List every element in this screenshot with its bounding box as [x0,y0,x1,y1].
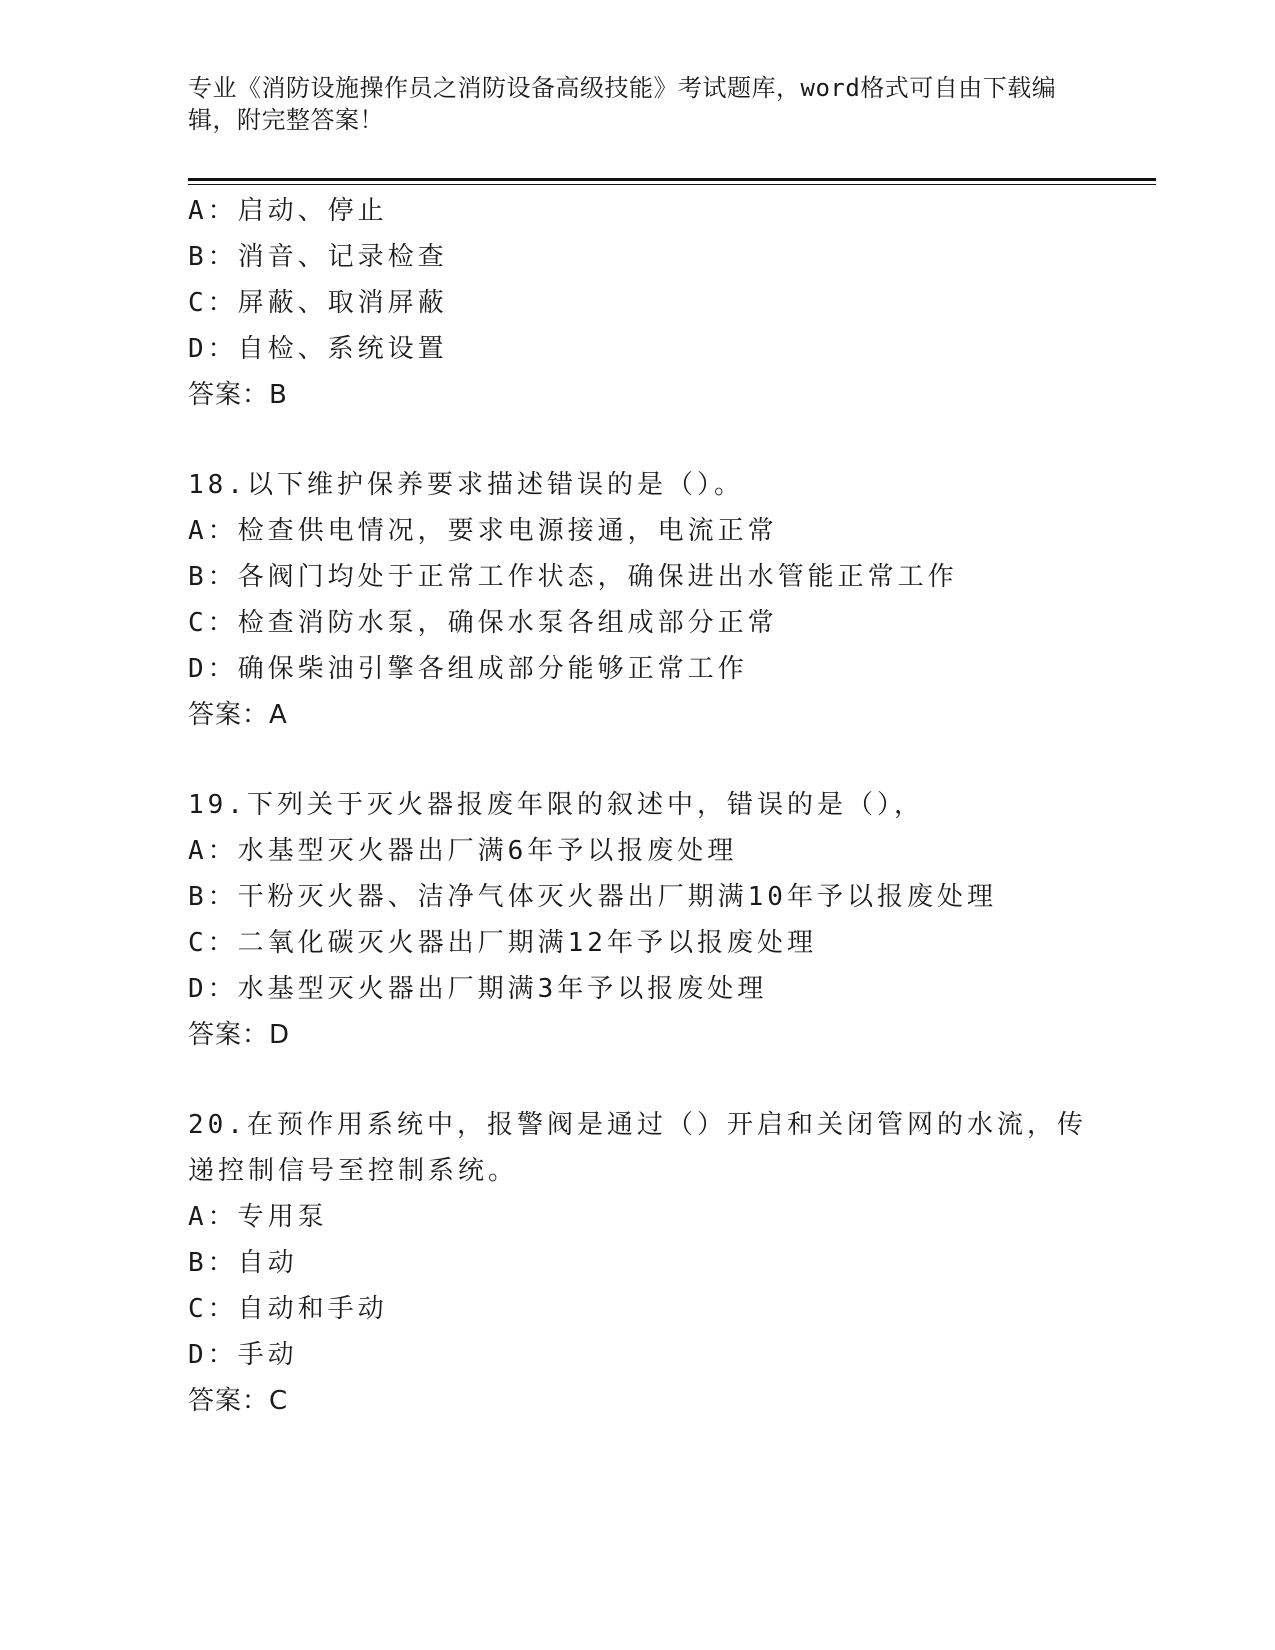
option-b: B：自动 [188,1248,298,1278]
question-block-20 [188,1102,1088,1424]
spacer [188,1058,1088,1102]
answer-line: 答案：B [188,380,288,410]
question-text: 19.下列关于灭火器报废年限的叙述中，错误的是（）， [188,790,924,820]
question-block-17 [188,188,1088,418]
document-header: 专业《消防设施操作员之消防设备高级技能》考试题库，word格式可自由下载编辑，附完整答案！ [188,74,1057,134]
answer-line: 答案：A [188,700,288,730]
question-text: 20.在预作用系统中，报警阀是通过（）开启和关闭管网的水流，传递控制信号至控制系统。 [188,1110,1087,1186]
spacer [188,418,1088,462]
option-a: A：检查供电情况，要求电源接通，电流正常 [188,516,778,546]
header-divider-thin [188,184,1156,185]
question-text: 18.以下维护保养要求描述错误的是（）。 [188,470,744,500]
header-divider-thick [188,178,1156,181]
spacer [188,738,1088,782]
option-b: B：消音、记录检查 [188,242,448,272]
option-d: D：自检、系统设置 [188,334,448,364]
question-block-19 [188,782,1088,1058]
option-a: A：专用泵 [188,1202,328,1232]
option-c: C：检查消防水泵，确保水泵各组成部分正常 [188,608,778,638]
question-block-18 [188,462,1088,738]
option-c: C：二氧化碳灭火器出厂期满12年予以报废处理 [188,928,817,958]
option-d: D：确保柴油引擎各组成部分能够正常工作 [188,654,748,684]
option-c: C：自动和手动 [188,1294,388,1324]
option-d: D：手动 [188,1340,298,1370]
option-b: B：各阀门均处于正常工作状态，确保进出水管能正常工作 [188,562,958,592]
option-b: B：干粉灭火器、洁净气体灭火器出厂期满10年予以报废处理 [188,882,997,912]
option-a: A：水基型灭火器出厂满6年予以报废处理 [188,836,738,866]
option-d: D：水基型灭火器出厂期满3年予以报废处理 [188,974,768,1004]
question-list [188,188,1088,1424]
option-c: C：屏蔽、取消屏蔽 [188,288,448,318]
answer-line: 答案：C [188,1386,289,1416]
option-a: A：启动、停止 [188,196,388,226]
answer-line: 答案：D [188,1020,291,1050]
